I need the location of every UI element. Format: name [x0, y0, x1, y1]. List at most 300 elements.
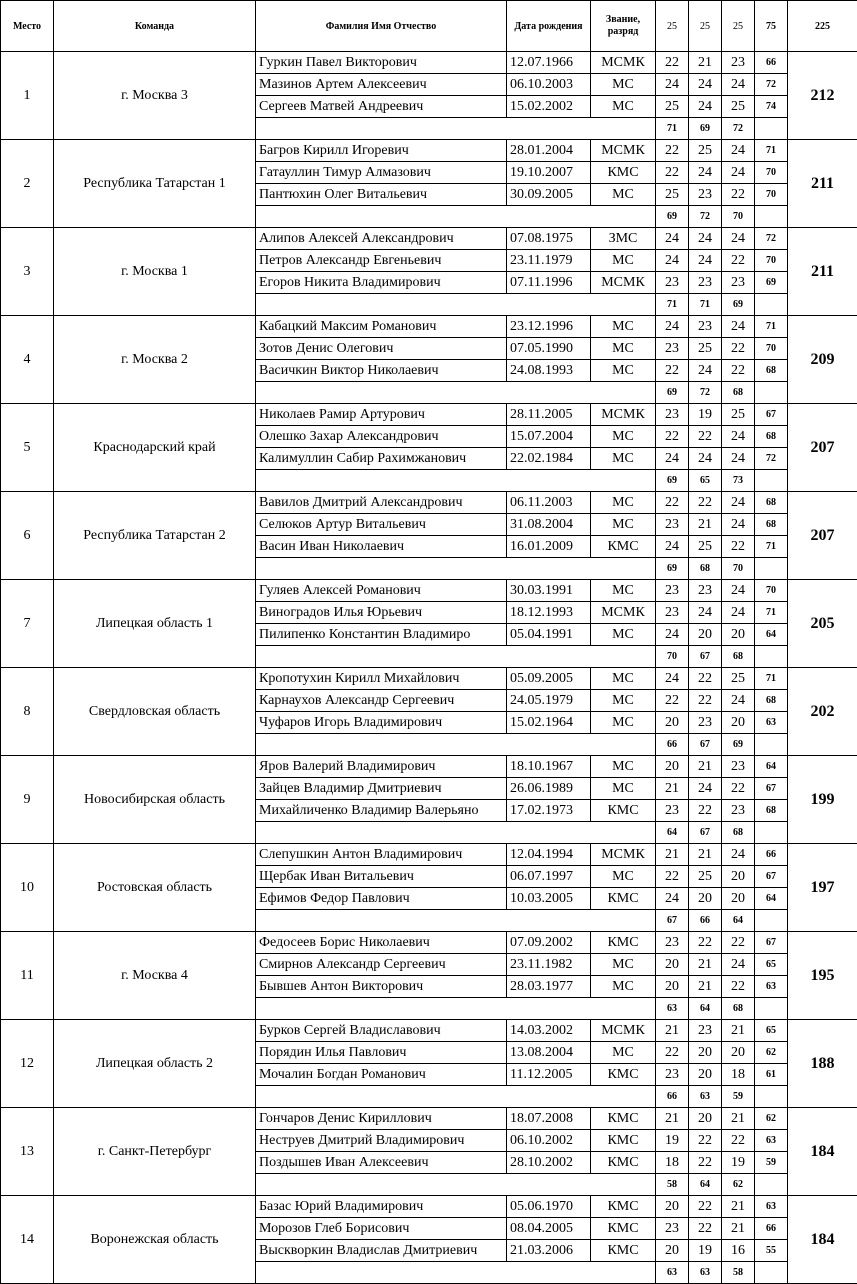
team-name: г. Москва 1: [54, 228, 256, 316]
athlete-dob: 16.01.2009: [507, 536, 591, 558]
team-name: Свердловская область: [54, 668, 256, 756]
individual-total: 62: [755, 1042, 788, 1064]
series-score: 24: [656, 888, 689, 910]
team-total: 212: [788, 52, 857, 140]
athlete-dob: 06.07.1997: [507, 866, 591, 888]
series-score: 25: [722, 668, 755, 690]
sum-row-end: [755, 470, 788, 492]
series-score: 24: [722, 448, 755, 470]
athlete-rank: МС: [591, 580, 656, 602]
athlete-dob: 30.09.2005: [507, 184, 591, 206]
team-place: 5: [1, 404, 54, 492]
series-score: 24: [656, 250, 689, 272]
series-score: 23: [689, 272, 722, 294]
sum-row-spacer: [256, 1174, 656, 1196]
sum-row-spacer: [256, 734, 656, 756]
individual-total: 64: [755, 888, 788, 910]
series-score: 23: [722, 272, 755, 294]
series-score: 24: [722, 492, 755, 514]
series-score: 22: [656, 52, 689, 74]
team-total: 209: [788, 316, 857, 404]
series-score: 19: [689, 404, 722, 426]
athlete-name: Ефимов Федор Павлович: [256, 888, 507, 910]
series-score: 22: [689, 426, 722, 448]
series-score: 22: [722, 976, 755, 998]
series-score: 25: [689, 338, 722, 360]
series-score: 20: [689, 1042, 722, 1064]
sum-row-end: [755, 734, 788, 756]
sum-row-spacer: [256, 1086, 656, 1108]
series-score: 24: [722, 602, 755, 624]
series-score: 24: [722, 228, 755, 250]
series-score: 24: [656, 316, 689, 338]
team-total: 188: [788, 1020, 857, 1108]
series-score: 22: [722, 250, 755, 272]
series-score: 18: [722, 1064, 755, 1086]
athlete-rank: МС: [591, 74, 656, 96]
athlete-dob: 18.07.2008: [507, 1108, 591, 1130]
series-score: 22: [689, 492, 722, 514]
athlete-rank: МСМК: [591, 404, 656, 426]
team-place: 10: [1, 844, 54, 932]
team-place: 9: [1, 756, 54, 844]
individual-total: 67: [755, 404, 788, 426]
sum-row-end: [755, 206, 788, 228]
athlete-rank: МС: [591, 250, 656, 272]
athlete-dob: 12.07.1966: [507, 52, 591, 74]
athlete-rank: ЗМС: [591, 228, 656, 250]
athlete-row: [1, 932, 857, 954]
athlete-name: Кабацкий Максим Романович: [256, 316, 507, 338]
series-sum: 73: [722, 470, 755, 492]
team-total: 184: [788, 1196, 857, 1284]
series-score: 22: [656, 360, 689, 382]
athlete-name: Гатауллин Тимур Алмазович: [256, 162, 507, 184]
series-score: 24: [722, 74, 755, 96]
series-score: 22: [689, 1130, 722, 1152]
athlete-dob: 06.10.2003: [507, 74, 591, 96]
athlete-name: Мазинов Артем Алексеевич: [256, 74, 507, 96]
series-score: 23: [656, 404, 689, 426]
series-score: 24: [656, 228, 689, 250]
series-score: 20: [656, 1240, 689, 1262]
header-rank: Звание, разряд: [591, 1, 656, 52]
individual-total: 68: [755, 514, 788, 536]
individual-total: 62: [755, 1108, 788, 1130]
team-name: г. Санкт-Петербург: [54, 1108, 256, 1196]
team-name: Ростовская область: [54, 844, 256, 932]
individual-total: 65: [755, 954, 788, 976]
athlete-rank: МС: [591, 976, 656, 998]
athlete-rank: МС: [591, 866, 656, 888]
header-individual: 75: [755, 1, 788, 52]
series-score: 24: [722, 514, 755, 536]
header-place: Место: [1, 1, 54, 52]
series-sum: 67: [689, 734, 722, 756]
team-name: Липецкая область 1: [54, 580, 256, 668]
athlete-rank: МС: [591, 96, 656, 118]
athlete-dob: 23.12.1996: [507, 316, 591, 338]
sum-row-spacer: [256, 118, 656, 140]
sum-row-spacer: [256, 470, 656, 492]
athlete-name: Бывшев Антон Викторович: [256, 976, 507, 998]
athlete-row: [1, 844, 857, 866]
athlete-name: Порядин Илья Павлович: [256, 1042, 507, 1064]
series-score: 24: [722, 140, 755, 162]
athlete-dob: 19.10.2007: [507, 162, 591, 184]
series-score: 20: [689, 888, 722, 910]
athlete-row: [1, 756, 857, 778]
series-sum: 72: [722, 118, 755, 140]
series-score: 24: [689, 96, 722, 118]
athlete-dob: 10.03.2005: [507, 888, 591, 910]
series-score: 23: [689, 1020, 722, 1042]
individual-total: 68: [755, 690, 788, 712]
series-score: 23: [689, 580, 722, 602]
series-sum: 69: [689, 118, 722, 140]
series-sum: 68: [722, 382, 755, 404]
athlete-rank: МС: [591, 514, 656, 536]
athlete-name: Егоров Никита Владимирович: [256, 272, 507, 294]
series-score: 23: [656, 580, 689, 602]
series-score: 24: [689, 162, 722, 184]
athlete-dob: 18.10.1967: [507, 756, 591, 778]
series-score: 18: [656, 1152, 689, 1174]
series-score: 24: [656, 536, 689, 558]
series-sum: 69: [722, 734, 755, 756]
series-score: 23: [656, 272, 689, 294]
individual-total: 69: [755, 272, 788, 294]
series-sum: 70: [656, 646, 689, 668]
individual-total: 66: [755, 844, 788, 866]
athlete-dob: 31.08.2004: [507, 514, 591, 536]
series-sum: 63: [689, 1086, 722, 1108]
individual-total: 70: [755, 580, 788, 602]
series-score: 24: [722, 426, 755, 448]
athlete-name: Калимуллин Сабир Рахимжанович: [256, 448, 507, 470]
team-name: Новосибирская область: [54, 756, 256, 844]
athlete-row: [1, 1108, 857, 1130]
individual-total: 68: [755, 426, 788, 448]
series-score: 25: [689, 866, 722, 888]
athlete-dob: 26.06.1989: [507, 778, 591, 800]
series-score: 24: [656, 448, 689, 470]
athlete-dob: 06.11.2003: [507, 492, 591, 514]
team-place: 12: [1, 1020, 54, 1108]
team-name: Республика Татарстан 2: [54, 492, 256, 580]
athlete-row: [1, 580, 857, 602]
athlete-dob: 15.02.2002: [507, 96, 591, 118]
sum-row-spacer: [256, 1262, 656, 1284]
header-team: Команда: [54, 1, 256, 52]
series-sum: 58: [722, 1262, 755, 1284]
series-score: 22: [656, 690, 689, 712]
series-score: 21: [656, 778, 689, 800]
sum-row-end: [755, 1174, 788, 1196]
team-name: г. Москва 4: [54, 932, 256, 1020]
series-score: 16: [722, 1240, 755, 1262]
series-sum: 67: [689, 822, 722, 844]
athlete-dob: 30.03.1991: [507, 580, 591, 602]
series-score: 25: [656, 184, 689, 206]
series-score: 22: [689, 932, 722, 954]
athlete-dob: 05.04.1991: [507, 624, 591, 646]
series-score: 22: [689, 1152, 722, 1174]
sum-row-end: [755, 1262, 788, 1284]
individual-total: 70: [755, 184, 788, 206]
individual-total: 61: [755, 1064, 788, 1086]
series-score: 23: [722, 52, 755, 74]
athlete-rank: КМС: [591, 888, 656, 910]
series-score: 20: [722, 888, 755, 910]
athlete-dob: 24.05.1979: [507, 690, 591, 712]
series-score: 21: [722, 1218, 755, 1240]
sum-row-end: [755, 822, 788, 844]
team-place: 1: [1, 52, 54, 140]
sum-row-spacer: [256, 294, 656, 316]
team-place: 13: [1, 1108, 54, 1196]
series-score: 24: [689, 448, 722, 470]
series-score: 24: [689, 228, 722, 250]
series-score: 24: [689, 250, 722, 272]
individual-total: 59: [755, 1152, 788, 1174]
individual-total: 71: [755, 536, 788, 558]
series-score: 22: [722, 536, 755, 558]
series-score: 24: [722, 844, 755, 866]
team-place: 8: [1, 668, 54, 756]
athlete-rank: МСМК: [591, 844, 656, 866]
team-total: 207: [788, 492, 857, 580]
athlete-name: Олешко Захар Александрович: [256, 426, 507, 448]
athlete-rank: КМС: [591, 1064, 656, 1086]
sum-row-spacer: [256, 558, 656, 580]
series-score: 23: [689, 184, 722, 206]
team-total: 195: [788, 932, 857, 1020]
individual-total: 67: [755, 932, 788, 954]
series-score: 21: [689, 52, 722, 74]
series-score: 23: [722, 800, 755, 822]
series-score: 22: [656, 492, 689, 514]
header-row: [1, 1, 857, 52]
series-sum: 66: [656, 1086, 689, 1108]
team-name: Республика Татарстан 1: [54, 140, 256, 228]
athlete-rank: МСМК: [591, 602, 656, 624]
athlete-dob: 15.02.1964: [507, 712, 591, 734]
athlete-name: Вавилов Дмитрий Александрович: [256, 492, 507, 514]
individual-total: 66: [755, 1218, 788, 1240]
athlete-rank: КМС: [591, 1152, 656, 1174]
series-score: 21: [722, 1108, 755, 1130]
team-total: 199: [788, 756, 857, 844]
series-score: 21: [722, 1020, 755, 1042]
individual-total: 71: [755, 668, 788, 690]
team-name: г. Москва 2: [54, 316, 256, 404]
sum-row-end: [755, 646, 788, 668]
series-sum: 63: [656, 1262, 689, 1284]
individual-total: 65: [755, 1020, 788, 1042]
series-score: 19: [656, 1130, 689, 1152]
athlete-row: [1, 668, 857, 690]
series-score: 22: [656, 162, 689, 184]
athlete-rank: МСМК: [591, 1020, 656, 1042]
athlete-rank: МС: [591, 954, 656, 976]
series-score: 23: [656, 1064, 689, 1086]
results-body: [1, 52, 857, 1284]
series-sum: 59: [722, 1086, 755, 1108]
athlete-dob: 15.07.2004: [507, 426, 591, 448]
athlete-name: Федосеев Борис Николаевич: [256, 932, 507, 954]
series-score: 19: [689, 1240, 722, 1262]
team-name: Воронежская область: [54, 1196, 256, 1284]
series-sum: 66: [689, 910, 722, 932]
athlete-rank: МСМК: [591, 272, 656, 294]
athlete-name: Пантюхин Олег Витальевич: [256, 184, 507, 206]
athlete-rank: МС: [591, 492, 656, 514]
individual-total: 70: [755, 338, 788, 360]
series-score: 22: [722, 1130, 755, 1152]
series-score: 22: [689, 1218, 722, 1240]
individual-total: 63: [755, 976, 788, 998]
series-score: 21: [722, 1196, 755, 1218]
athlete-dob: 06.10.2002: [507, 1130, 591, 1152]
athlete-dob: 18.12.1993: [507, 602, 591, 624]
athlete-dob: 28.01.2004: [507, 140, 591, 162]
team-total: 197: [788, 844, 857, 932]
team-place: 7: [1, 580, 54, 668]
series-score: 22: [656, 866, 689, 888]
series-sum: 65: [689, 470, 722, 492]
series-score: 24: [656, 624, 689, 646]
series-score: 20: [656, 954, 689, 976]
series-score: 23: [689, 712, 722, 734]
athlete-row: [1, 140, 857, 162]
series-score: 24: [656, 74, 689, 96]
team-place: 11: [1, 932, 54, 1020]
series-score: 21: [689, 976, 722, 998]
athlete-name: Виноградов Илья Юрьевич: [256, 602, 507, 624]
athlete-rank: МС: [591, 338, 656, 360]
series-score: 24: [722, 580, 755, 602]
athlete-name: Васичкин Виктор Николаевич: [256, 360, 507, 382]
series-sum: 69: [656, 382, 689, 404]
sum-row-spacer: [256, 822, 656, 844]
individual-total: 63: [755, 1196, 788, 1218]
athlete-rank: КМС: [591, 536, 656, 558]
athlete-name: Багров Кирилл Игоревич: [256, 140, 507, 162]
series-score: 22: [689, 690, 722, 712]
athlete-row: [1, 1020, 857, 1042]
series-score: 23: [722, 756, 755, 778]
athlete-dob: 28.11.2005: [507, 404, 591, 426]
athlete-rank: КМС: [591, 800, 656, 822]
series-sum: 64: [689, 1174, 722, 1196]
athlete-row: [1, 404, 857, 426]
athlete-rank: МС: [591, 756, 656, 778]
series-score: 22: [689, 668, 722, 690]
series-score: 21: [689, 844, 722, 866]
series-sum: 64: [722, 910, 755, 932]
individual-total: 66: [755, 52, 788, 74]
series-sum: 69: [722, 294, 755, 316]
athlete-rank: МС: [591, 360, 656, 382]
series-score: 20: [722, 866, 755, 888]
series-score: 21: [656, 1020, 689, 1042]
header-series-1: 25: [656, 1, 689, 52]
athlete-rank: КМС: [591, 1108, 656, 1130]
header-series-3: 25: [722, 1, 755, 52]
team-total: 211: [788, 228, 857, 316]
series-sum: 71: [689, 294, 722, 316]
sum-row-end: [755, 558, 788, 580]
header-dob: Дата рождения: [507, 1, 591, 52]
individual-total: 67: [755, 866, 788, 888]
series-score: 20: [656, 712, 689, 734]
athlete-rank: МС: [591, 690, 656, 712]
athlete-rank: МС: [591, 778, 656, 800]
athlete-name: Гуляев Алексей Романович: [256, 580, 507, 602]
team-place: 4: [1, 316, 54, 404]
series-score: 21: [656, 844, 689, 866]
series-score: 20: [722, 624, 755, 646]
series-score: 21: [689, 756, 722, 778]
individual-total: 55: [755, 1240, 788, 1262]
series-score: 24: [689, 74, 722, 96]
team-place: 6: [1, 492, 54, 580]
series-score: 20: [689, 624, 722, 646]
athlete-name: Пилипенко Константин Владимиро: [256, 624, 507, 646]
athlete-dob: 17.02.1973: [507, 800, 591, 822]
series-score: 24: [689, 778, 722, 800]
series-sum: 58: [656, 1174, 689, 1196]
sum-row-spacer: [256, 910, 656, 932]
sum-row-end: [755, 998, 788, 1020]
series-score: 24: [722, 954, 755, 976]
series-score: 22: [722, 360, 755, 382]
athlete-dob: 07.05.1990: [507, 338, 591, 360]
series-sum: 71: [656, 118, 689, 140]
athlete-rank: КМС: [591, 1218, 656, 1240]
series-sum: 72: [689, 206, 722, 228]
individual-total: 71: [755, 602, 788, 624]
team-name: Липецкая область 2: [54, 1020, 256, 1108]
team-total: 211: [788, 140, 857, 228]
series-score: 24: [722, 690, 755, 712]
athlete-name: Смирнов Александр Сергеевич: [256, 954, 507, 976]
team-name: Краснодарский край: [54, 404, 256, 492]
series-score: 25: [689, 140, 722, 162]
individual-total: 71: [755, 316, 788, 338]
series-sum: 64: [656, 822, 689, 844]
series-score: 22: [656, 426, 689, 448]
series-sum: 63: [656, 998, 689, 1020]
series-score: 22: [656, 140, 689, 162]
team-total: 202: [788, 668, 857, 756]
athlete-rank: МС: [591, 316, 656, 338]
series-score: 22: [656, 1042, 689, 1064]
athlete-dob: 21.03.2006: [507, 1240, 591, 1262]
series-score: 23: [656, 932, 689, 954]
athlete-rank: МС: [591, 1042, 656, 1064]
individual-total: 67: [755, 778, 788, 800]
athlete-rank: КМС: [591, 1240, 656, 1262]
individual-total: 74: [755, 96, 788, 118]
athlete-row: [1, 52, 857, 74]
athlete-row: [1, 228, 857, 250]
athlete-dob: 12.04.1994: [507, 844, 591, 866]
athlete-rank: МС: [591, 448, 656, 470]
series-score: 20: [689, 1064, 722, 1086]
series-sum: 64: [689, 998, 722, 1020]
